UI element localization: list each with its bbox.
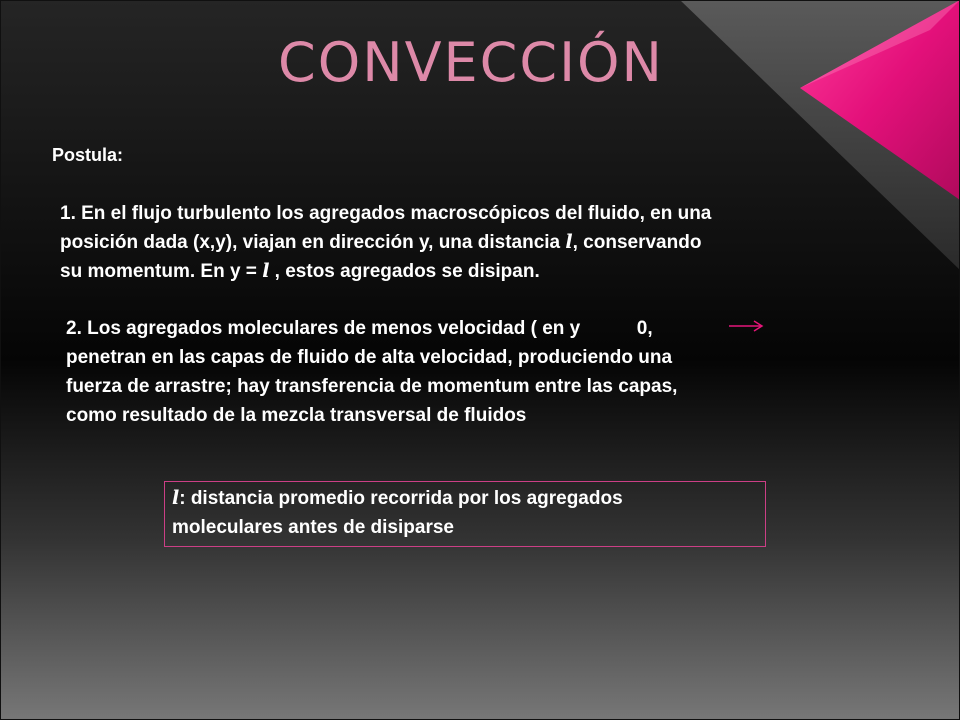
ell-symbol: l xyxy=(262,260,270,282)
point-2-paragraph xyxy=(66,314,677,430)
ell-symbol: l xyxy=(172,487,180,509)
point-1-paragraph xyxy=(60,199,711,286)
right-arrow-icon xyxy=(728,319,764,333)
point-1-line-2 xyxy=(60,228,711,257)
point-1-line-1: 1. En el flujo turbulento los agregados macroscópicos del fluido, en una xyxy=(60,203,712,224)
definition-line-1-text: : distancia promedio recorrida por los agregados xyxy=(179,488,623,509)
point-1-line-2-text-b: , conservando xyxy=(572,232,702,253)
intro-label: Postula: xyxy=(52,145,124,165)
definition-line-1 xyxy=(172,484,623,513)
definition-text xyxy=(172,484,623,542)
definition-line-2: moleculares antes de disiparse xyxy=(172,517,454,538)
point-2-line-1-text-a: 2. Los agregados moleculares de menos velocidad ( en y xyxy=(66,318,586,339)
point-2-line-4: como resultado de la mezcla transversal de fluidos xyxy=(66,405,527,426)
point-1-line-3-text-b: , estos agregados se disipan. xyxy=(269,261,540,282)
ell-symbol: l xyxy=(565,231,573,253)
point-1-line-3 xyxy=(60,257,711,286)
point-2-line-1 xyxy=(66,314,677,343)
point-1-line-2-text-a: posición dada (x,y), viajan en dirección y, una distancia xyxy=(60,232,566,253)
point-1-line-3-text-a: su momentum. En y = xyxy=(60,261,263,282)
point-2-line-2: penetran en las capas de fluido de alta velocidad, produciendo una xyxy=(66,347,673,368)
point-2-line-3: fuerza de arrastre; hay transferencia de momentum entre las capas, xyxy=(66,376,678,397)
point-2-line-1-text-b: 0, xyxy=(631,318,653,339)
slide-title: CONVECCIÓN xyxy=(278,31,664,94)
